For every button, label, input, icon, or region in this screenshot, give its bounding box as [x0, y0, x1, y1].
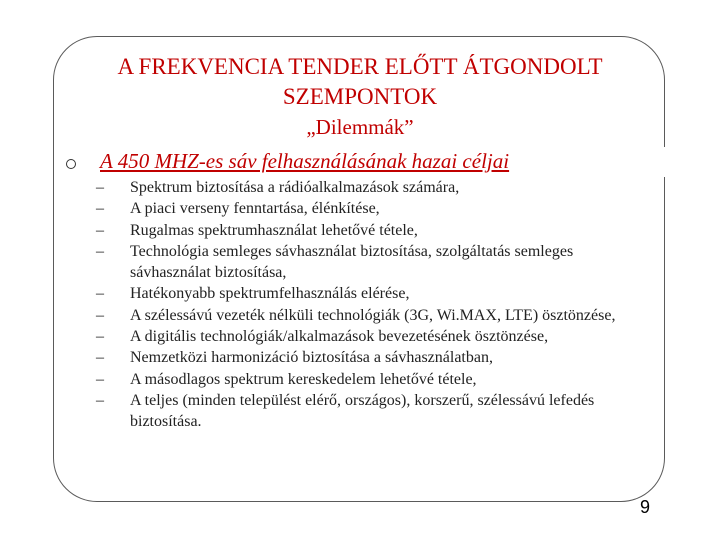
list-item: [96, 326, 636, 347]
slide-title: [60, 52, 660, 142]
list-item-text: Hatékonyabb spektrumfelhasználás elérése,: [130, 285, 410, 303]
list-item: [96, 241, 636, 284]
dash-icon: –: [96, 370, 104, 388]
title-line-1: A FREKVENCIA TENDER ELŐTT ÁTGONDOLT: [117, 54, 603, 79]
list-item-text: Technológia semleges sávhasználat biztosítása, szolgáltatás semleges sávhasználat biztosítása,: [130, 242, 574, 282]
list-item: [96, 305, 636, 326]
title-line-3: „Dilemmák”: [306, 115, 414, 139]
list-item: [96, 347, 636, 368]
title-line-2: SZEMPONTOK: [282, 84, 438, 109]
dash-icon: –: [96, 285, 104, 303]
list-item: [96, 283, 636, 304]
bullet-dot-icon: [66, 159, 76, 169]
dash-icon: –: [96, 242, 104, 260]
list-item-text: A másodlagos spektrum kereskedelem lehetővé tétele,: [130, 370, 477, 388]
dash-icon: –: [96, 349, 104, 367]
list-item: [96, 369, 636, 390]
dash-icon: –: [96, 200, 104, 218]
list-item: [96, 177, 636, 198]
dash-icon: –: [96, 391, 104, 409]
main-bullet: [56, 147, 676, 177]
page-number: 9: [640, 497, 651, 517]
list-item-text: A piaci verseny fenntartása, élénkítése,: [130, 200, 380, 218]
list-item-text: Rugalmas spektrumhasználat lehetővé tétele,: [130, 221, 418, 239]
list-item-text: Nemzetközi harmonizáció biztosítása a sávhasználatban,: [130, 349, 493, 367]
dash-icon: –: [96, 179, 104, 196]
dash-icon: –: [96, 328, 104, 346]
list-item: [96, 390, 636, 433]
dash-icon: –: [96, 306, 104, 324]
sub-bullet-list: [96, 177, 636, 433]
dash-icon: –: [96, 221, 104, 239]
list-item-text: A digitális technológiák/alkalmazások bevezetésének ösztönzése,: [130, 328, 549, 346]
list-item: [96, 198, 636, 219]
list-item-text: Spektrum biztosítása a rádióalkalmazások számára,: [130, 179, 460, 196]
main-bullet-text: A 450 MHZ-es sáv felhasználásának hazai céljai: [100, 149, 510, 173]
list-item: [96, 220, 636, 241]
list-item-text: A teljes (minden települést elérő, országos), korszerű, szélessávú lefedés biztosítása.: [130, 391, 595, 431]
list-item-text: A szélessávú vezeték nélküli technológiák (3G, Wi.MAX, LTE) ösztönzése,: [130, 306, 616, 324]
